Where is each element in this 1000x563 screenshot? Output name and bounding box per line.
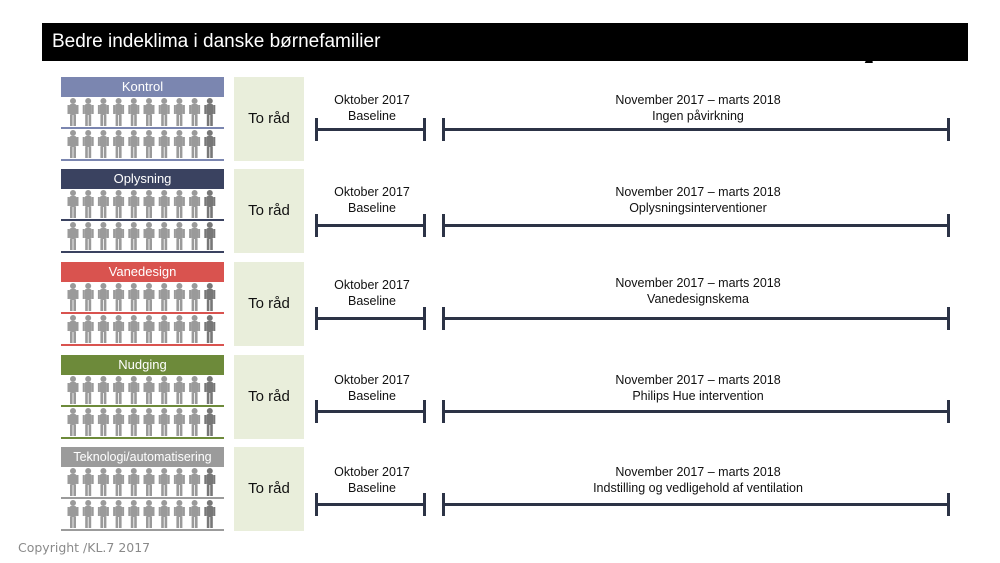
phase-bar bbox=[443, 317, 949, 320]
phase-label: November 2017 – marts 2018 Ingen påvirkning bbox=[615, 93, 781, 123]
phase-label: November 2017 – marts 2018 Vanedesignskema bbox=[615, 276, 781, 306]
phase-start-tick bbox=[442, 118, 445, 141]
phase-end-tick bbox=[947, 214, 950, 237]
group-header: Kontrol bbox=[61, 77, 224, 97]
phase-end-tick bbox=[947, 493, 950, 516]
phase-start-tick bbox=[442, 307, 445, 330]
baseline-bar bbox=[316, 410, 425, 413]
group-header: Vanedesign bbox=[61, 262, 224, 282]
baseline-end-tick bbox=[423, 214, 426, 237]
baseline-start-tick bbox=[315, 400, 318, 423]
baseline-start-tick bbox=[315, 307, 318, 330]
baseline-label: Oktober 2017 Baseline bbox=[334, 465, 410, 495]
group-header: Nudging bbox=[61, 355, 224, 375]
timeline-row bbox=[0, 355, 1000, 439]
timeline-row bbox=[0, 447, 1000, 531]
phase-end-tick bbox=[947, 400, 950, 423]
baseline-label: Oktober 2017 Baseline bbox=[334, 93, 410, 123]
advice-box: To råd bbox=[234, 169, 304, 253]
phase-start-tick bbox=[442, 214, 445, 237]
advice-box: To råd bbox=[234, 262, 304, 346]
phase-label: November 2017 – marts 2018 Philips Hue intervention bbox=[615, 373, 781, 403]
advice-box: To råd bbox=[234, 355, 304, 439]
phase-start-tick bbox=[442, 400, 445, 423]
baseline-start-tick bbox=[315, 493, 318, 516]
phase-label: November 2017 – marts 2018 Oplysningsinterventioner bbox=[615, 185, 781, 215]
advice-box: To råd bbox=[234, 447, 304, 531]
phase-start-tick bbox=[442, 493, 445, 516]
timeline-row bbox=[0, 77, 1000, 161]
advice-box: To råd bbox=[234, 77, 304, 161]
baseline-label: Oktober 2017 Baseline bbox=[334, 373, 410, 403]
baseline-bar bbox=[316, 317, 425, 320]
group-header: Teknologi/automatisering bbox=[61, 447, 224, 467]
baseline-end-tick bbox=[423, 118, 426, 141]
phase-end-tick bbox=[947, 118, 950, 141]
phase-bar bbox=[443, 503, 949, 506]
baseline-bar bbox=[316, 224, 425, 227]
title-bar bbox=[42, 23, 968, 61]
phase-bar bbox=[443, 128, 949, 131]
phase-bar bbox=[443, 224, 949, 227]
baseline-label: Oktober 2017 Baseline bbox=[334, 278, 410, 308]
baseline-end-tick bbox=[423, 400, 426, 423]
baseline-end-tick bbox=[423, 307, 426, 330]
phase-bar bbox=[443, 410, 949, 413]
group-header: Oplysning bbox=[61, 169, 224, 189]
phase-end-tick bbox=[947, 307, 950, 330]
page-title: Bedre indeklima i danske børnefamilier bbox=[52, 31, 381, 52]
timeline-row bbox=[0, 262, 1000, 346]
baseline-start-tick bbox=[315, 118, 318, 141]
baseline-label: Oktober 2017 Baseline bbox=[334, 185, 410, 215]
baseline-bar bbox=[316, 503, 425, 506]
baseline-start-tick bbox=[315, 214, 318, 237]
baseline-end-tick bbox=[423, 493, 426, 516]
copyright-text: Copyright /KL.7 2017 bbox=[18, 540, 151, 555]
timeline-row bbox=[0, 169, 1000, 253]
baseline-bar bbox=[316, 128, 425, 131]
phase-label: November 2017 – marts 2018 Indstilling og vedligehold af ventilation bbox=[593, 465, 803, 495]
